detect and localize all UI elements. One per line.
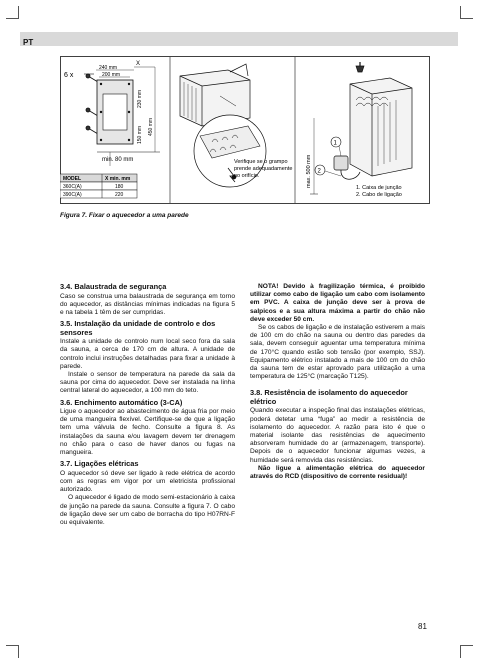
table-cell-xmin-1: 180 xyxy=(115,184,124,190)
cable-temperature-text: Se os cabos de ligação e de instalação estiverem a mais de 100 cm do chão na sauna ou dentro das paredes da sala, devem conseguir aguentar uma temperatura mínima de 170°C quando estão sob tensão (por exemplo, SSJ). Equipamento elétrico instalado a mais de 100 cm do chão da sauna tem de estar aprovado para utilização a uma temperatura de 125°C (marcação T125). xyxy=(250,324,425,381)
section-3-8-title: 3.8. Resistência de isolamento do aquecedor elétrico xyxy=(250,388,408,406)
table-header-model: MODEL xyxy=(63,176,82,182)
electrical-note: NOTA! Devido à fragilização térmica, é proibido utilizar como cabo de ligação um cabo com isolamento em PVC. A caixa de junção deve ser à prova de salpicos e a sua altura máxima a partir do chão não deve exceder 50 cm. xyxy=(250,283,425,323)
note-line-3: no orifício. xyxy=(234,173,260,179)
dim-450: 450 mm xyxy=(148,117,154,136)
legend-item-2: 2. Cabo de ligação xyxy=(356,192,402,198)
dim-x: X xyxy=(136,61,141,67)
section-3-7-text-2: O aquecedor é ligado de modo semi-estacionário à caixa de junção na parede da sauna. Consulte a figura 7. O cabo de ligação deve ser um cabo de borracha do tipo H07RN-F ou equivalente. xyxy=(60,494,235,526)
section-3-6-title: 3.6. Enchimento automático (3-CA) xyxy=(60,397,183,407)
dim-max-500: max. 500 mm xyxy=(306,154,312,188)
mounting-plate-panel xyxy=(60,61,160,198)
table-header-x-min: X min. mm xyxy=(105,176,131,182)
table-cell-xmin-2: 220 xyxy=(115,192,124,198)
figure-caption: Figura 7. Fixar o aquecedor a uma parede xyxy=(60,212,189,219)
crop-mark-top-right xyxy=(460,6,473,19)
junction-box-panel xyxy=(310,62,412,194)
section-3-7-text-1: O aquecedor só deve ser ligado à rede elétrica de acordo com as regras em vigor por um eletricista profissional autorizado. xyxy=(60,469,235,494)
crop-mark-bottom-right xyxy=(460,645,473,658)
screw-count-label: 6 x xyxy=(64,72,74,79)
page-number: 81 xyxy=(418,622,427,631)
dim-200: 200 mm xyxy=(102,72,121,78)
dim-240: 240 mm xyxy=(99,65,118,71)
section-3-5-title: 3.5. Instalação da unidade de controlo e dos sensores xyxy=(60,319,216,337)
section-3-4-title: 3.4. Balaustrada de segurança xyxy=(60,282,167,291)
cable-icon xyxy=(341,170,360,179)
crop-mark-bottom-left xyxy=(6,645,19,658)
section-3-4-text: Caso se construa uma balaustrada de segurança em torno do aquecedor, as distâncias mínimas indicadas na figura 5 e na tabela 1 têm de ser cumpridas. xyxy=(60,292,235,316)
right-column xyxy=(250,283,425,481)
note-line-1: Verifique se o grampo xyxy=(234,159,288,165)
table-cell-model-1: 360C(A) xyxy=(63,184,82,190)
section-3-5-text-1: Instale a unidade de controlo num local seco fora da sala da sauna, a cerca de 170 cm de altura. A unidade de controlo inclui instruções detalhadas para fixar a unidade à parede. xyxy=(60,338,235,370)
section-3-8-text-2: Não ligue a alimentação elétrica do aquecedor através do RCD (dispositivo de corrente residual)! xyxy=(250,464,425,481)
callout-1: 1 xyxy=(333,140,337,147)
section-3-6-text: Ligue o aquecedor ao abastecimento de água fria por meio de uma mangueira flexível. Certifique-se de que a ligação tem uma válvula de fecho. Consulte a figura 8. As instalações da sauna e/ou lavagem devem ter drenagem no chão para o caso de haver danos ou fugas na mangueira. xyxy=(60,408,235,457)
clip-note xyxy=(234,159,292,179)
language-label: PT xyxy=(23,38,34,47)
section-3-5-text-2: Instale o sensor de temperatura na parede da sala da sauna por cima do aquecedor. Deve ser instalada na linha central lateral do aquecedor, a 100 mm do teto. xyxy=(60,370,235,395)
section-3-7-title: 3.7. Ligações elétricas xyxy=(60,459,139,469)
legend-item-1: 1. Caixa de junção xyxy=(356,185,402,191)
figure-7-drawing xyxy=(60,56,430,204)
junction-box-icon xyxy=(334,156,348,170)
note-line-2: prende adequadamente xyxy=(234,166,293,172)
language-header-bar xyxy=(20,32,458,46)
model-table xyxy=(60,174,137,198)
section-3-8-text-1: Quando executar a inspeção final das instalações elétricas, poderá detetar uma “fuga” ao medir a resistência de isolamento do aquecedor. A razão para isto é que o material isolante das resistências de aquecimento absorveram humidade do ar (armazenagem, transporte). Depois de o aquecedor funcionar algumas vezes, a humidade será removida das resistências. xyxy=(250,407,425,464)
table-cell-model-2: 390C(A) xyxy=(63,192,82,198)
dim-min-80: min. 80 mm xyxy=(102,157,134,163)
dim-150: 150 mm xyxy=(137,125,143,144)
figure-7 xyxy=(60,56,430,204)
crop-mark-top-left xyxy=(6,6,19,19)
left-column xyxy=(60,283,235,527)
dim-230: 230 mm xyxy=(137,89,143,108)
callout-2: 2 xyxy=(317,168,321,175)
screws-icon xyxy=(86,74,98,134)
